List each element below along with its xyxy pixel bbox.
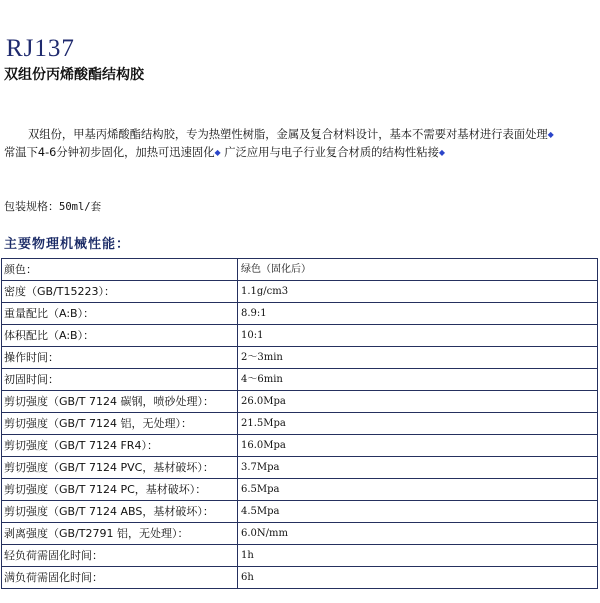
property-name-cell: 重量配比（A:B）： (2, 303, 238, 325)
product-description (4, 126, 598, 162)
table-row (2, 259, 598, 281)
table-row (2, 501, 598, 523)
properties-table-body (2, 259, 598, 589)
packaging-value: 50ml/套 (59, 201, 102, 213)
table-row (2, 413, 598, 435)
property-name-cell: 剪切强度（GB/T 7124 PVC，基材破坏）： (2, 457, 238, 479)
property-name-cell: 颜色： (2, 259, 238, 281)
table-row (2, 391, 598, 413)
product-name: 双组份丙烯酸酯结构胶 (4, 67, 144, 83)
diamond-bullet-icon: ◆ (547, 130, 554, 139)
table-row (2, 479, 598, 501)
section-title: 主要物理机械性能： (4, 237, 131, 252)
description-text: 双组份，甲基丙烯酸酯结构胶，专为热塑性树脂，金属及复合材料设计，基本不需要对基材进行表面处理 (28, 128, 548, 141)
property-value-cell: 1h (238, 545, 598, 567)
table-row (2, 347, 598, 369)
description-text: 广泛应用与电子行业复合材质的结构性粘接 (224, 146, 439, 159)
property-name-cell: 轻负荷需固化时间： (2, 545, 238, 567)
table-row (2, 435, 598, 457)
property-value-cell: 6.0N/mm (238, 523, 598, 545)
packaging-label: 包装规格： (4, 200, 59, 213)
property-name-cell: 初固时间： (2, 369, 238, 391)
property-name-cell: 剪切强度（GB/T 7124 PC，基材破坏）： (2, 479, 238, 501)
table-row (2, 567, 598, 589)
property-name-cell: 体积配比（A:B）： (2, 325, 238, 347)
property-value-cell: 2～3min (238, 347, 598, 369)
product-code: RJ137 (6, 35, 75, 62)
property-name-cell: 密度（GB/T15223）： (2, 281, 238, 303)
property-name-cell: 满负荷需固化时间： (2, 567, 238, 589)
property-name-cell: 剪切强度（GB/T 7124 碳钢，喷砂处理）： (2, 391, 238, 413)
description-line-2 (4, 144, 598, 162)
property-name-cell: 剪切强度（GB/T 7124 铝，无处理）： (2, 413, 238, 435)
property-value-cell: 1.1g/cm3 (238, 281, 598, 303)
property-value-cell: 4～6min (238, 369, 598, 391)
property-value-cell: 4.5Mpa (238, 501, 598, 523)
property-name-cell: 操作时间： (2, 347, 238, 369)
description-line-1 (4, 126, 598, 144)
table-row (2, 545, 598, 567)
table-row (2, 523, 598, 545)
property-value-cell: 绿色（固化后） (238, 259, 598, 281)
property-value-cell: 26.0Mpa (238, 391, 598, 413)
property-value-cell: 8.9:1 (238, 303, 598, 325)
property-value-cell: 16.0Mpa (238, 435, 598, 457)
packaging-spec (4, 199, 101, 215)
table-row (2, 281, 598, 303)
property-name-cell: 剪切强度（GB/T 7124 ABS，基材破坏）： (2, 501, 238, 523)
table-row (2, 457, 598, 479)
property-value-cell: 6h (238, 567, 598, 589)
property-value-cell: 21.5Mpa (238, 413, 598, 435)
diamond-bullet-icon: ◆ (214, 148, 221, 157)
property-name-cell: 剥离强度（GB/T2791 铝，无处理）： (2, 523, 238, 545)
table-row (2, 369, 598, 391)
table-row (2, 325, 598, 347)
table-row (2, 303, 598, 325)
diamond-bullet-icon: ◆ (438, 148, 446, 157)
property-value-cell: 10:1 (238, 325, 598, 347)
description-text: 常温下4-6分钟初步固化，加热可迅速固化 (4, 146, 215, 159)
property-value-cell: 3.7Mpa (238, 457, 598, 479)
properties-table (1, 258, 598, 589)
property-value-cell: 6.5Mpa (238, 479, 598, 501)
property-name-cell: 剪切强度（GB/T 7124 FR4）： (2, 435, 238, 457)
